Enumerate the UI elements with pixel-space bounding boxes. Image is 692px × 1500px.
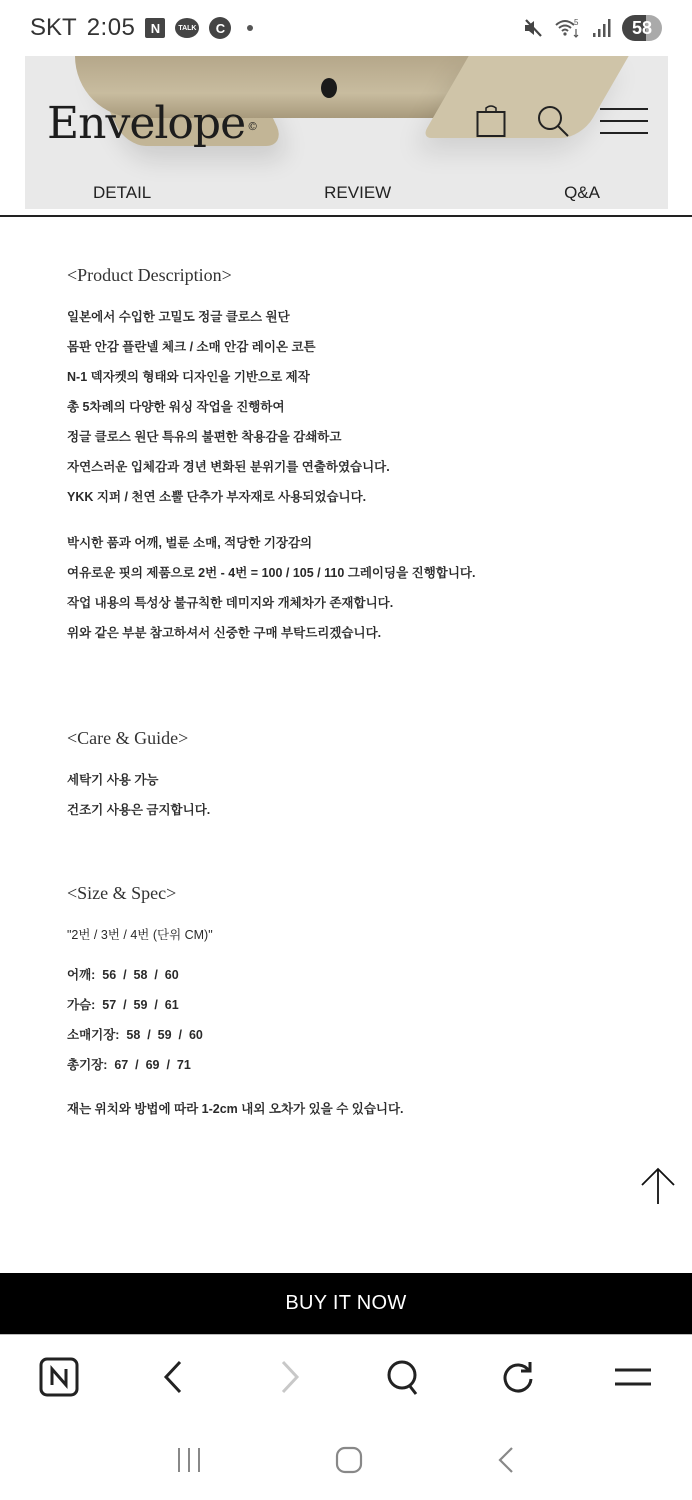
copyright-mark: © (247, 120, 258, 133)
more-notifications-dot-icon (247, 25, 253, 31)
product-tabs (25, 183, 668, 203)
brand-logo-text: Envelope (47, 98, 246, 149)
description-line: N-1 덱자켓의 형태와 디자인을 기반으로 제작 (67, 370, 310, 384)
refresh-button[interactable] (497, 1356, 539, 1398)
tab-detail[interactable]: DETAIL (93, 183, 152, 202)
buy-it-now-label: BUY IT NOW (285, 1292, 407, 1314)
menu-icon (613, 1365, 653, 1389)
description-line: 일본에서 수입한 고밀도 정글 클로스 원단 (67, 310, 290, 324)
tab-review[interactable]: REVIEW (324, 183, 392, 202)
scroll-to-top-icon[interactable] (640, 1166, 676, 1206)
naver-home-button[interactable] (38, 1356, 80, 1398)
search-icon[interactable] (536, 104, 570, 138)
back-icon (162, 1359, 186, 1395)
signal-icon (592, 18, 612, 38)
carrier: SKT (30, 14, 77, 41)
kakaotalk-icon: TALK (175, 18, 199, 38)
system-back-icon[interactable] (495, 1445, 517, 1475)
size-row-shoulder: 어깨: 56 / 58 / 60 (67, 968, 179, 982)
clock: 2:05 (86, 14, 136, 41)
care-line: 건조기 사용은 금지합니다. (67, 803, 211, 817)
size-row-length: 총기장: 67 / 69 / 71 (67, 1058, 191, 1072)
product-detail-content (67, 265, 667, 1130)
naver-home-icon (39, 1357, 79, 1397)
description-line: 위와 같은 부분 참고하셔서 신중한 구매 부탁드리겠습니다. (67, 626, 382, 640)
refresh-icon (500, 1359, 536, 1395)
header-divider (0, 215, 692, 217)
size-row-sleeve: 소매기장: 58 / 59 / 60 (67, 1028, 203, 1042)
buy-it-now-button[interactable] (0, 1273, 692, 1335)
tab-qna[interactable]: Q&A (564, 183, 600, 202)
care-line: 세탁기 사용 가능 (67, 773, 159, 787)
forward-button[interactable] (268, 1356, 310, 1398)
size-spec-header: "2번 / 3번 / 4번 (단위 CM)" (67, 928, 213, 942)
browser-menu-button[interactable] (612, 1356, 654, 1398)
hamburger-menu-icon[interactable] (600, 107, 648, 135)
browser-toolbar (0, 1345, 692, 1409)
description-line: 자연스러운 입체감과 경년 변화된 분위기를 연출하였습니다. (67, 460, 390, 474)
system-navigation-bar (0, 1432, 692, 1488)
battery-indicator: 58 (622, 15, 662, 41)
forward-icon (277, 1359, 301, 1395)
search-icon (385, 1358, 421, 1396)
recent-apps-icon[interactable] (175, 1445, 203, 1475)
back-button[interactable] (153, 1356, 195, 1398)
brand-logo[interactable] (47, 98, 257, 149)
size-note: 재는 위치와 방법에 따라 1-2cm 내외 오차가 있을 수 있습니다. (67, 1102, 404, 1116)
description-line: 총 5차례의 다양한 워싱 작업을 진행하여 (67, 400, 285, 414)
shopping-bag-icon[interactable] (476, 104, 506, 138)
status-bar (0, 0, 692, 56)
c-icon: C (209, 17, 231, 39)
mute-icon (522, 17, 544, 39)
description-line: 박시한 품과 어깨, 벌룬 소매, 적당한 기장감의 (67, 536, 313, 550)
product-description-title: <Product Description> (67, 265, 232, 285)
description-line: 정글 클로스 원단 특유의 불편한 착용감을 감쇄하고 (67, 430, 342, 444)
wifi-icon (554, 17, 582, 39)
description-line: 몸판 안감 플란넬 체크 / 소매 안감 레이온 코튼 (67, 340, 316, 354)
site-header (25, 56, 668, 209)
browser-search-button[interactable] (382, 1356, 424, 1398)
home-icon[interactable] (334, 1445, 364, 1475)
jacket-image-button (321, 78, 337, 98)
size-spec-title: <Size & Spec> (67, 883, 177, 903)
description-line: YKK 지퍼 / 천연 소뿔 단추가 부자재로 사용되었습니다. (67, 490, 367, 504)
naver-n-icon: N (145, 18, 165, 38)
care-guide-title: <Care & Guide> (67, 728, 189, 748)
description-line: 작업 내용의 특성상 불규칙한 데미지와 개체차가 존재합니다. (67, 596, 394, 610)
svg-text:5: 5 (574, 18, 579, 27)
size-row-chest: 가슴: 57 / 59 / 61 (67, 998, 179, 1012)
description-line: 여유로운 핏의 제품으로 2번 - 4번 = 100 / 105 / 110 그레이딩을 진행합니다. (67, 566, 476, 580)
